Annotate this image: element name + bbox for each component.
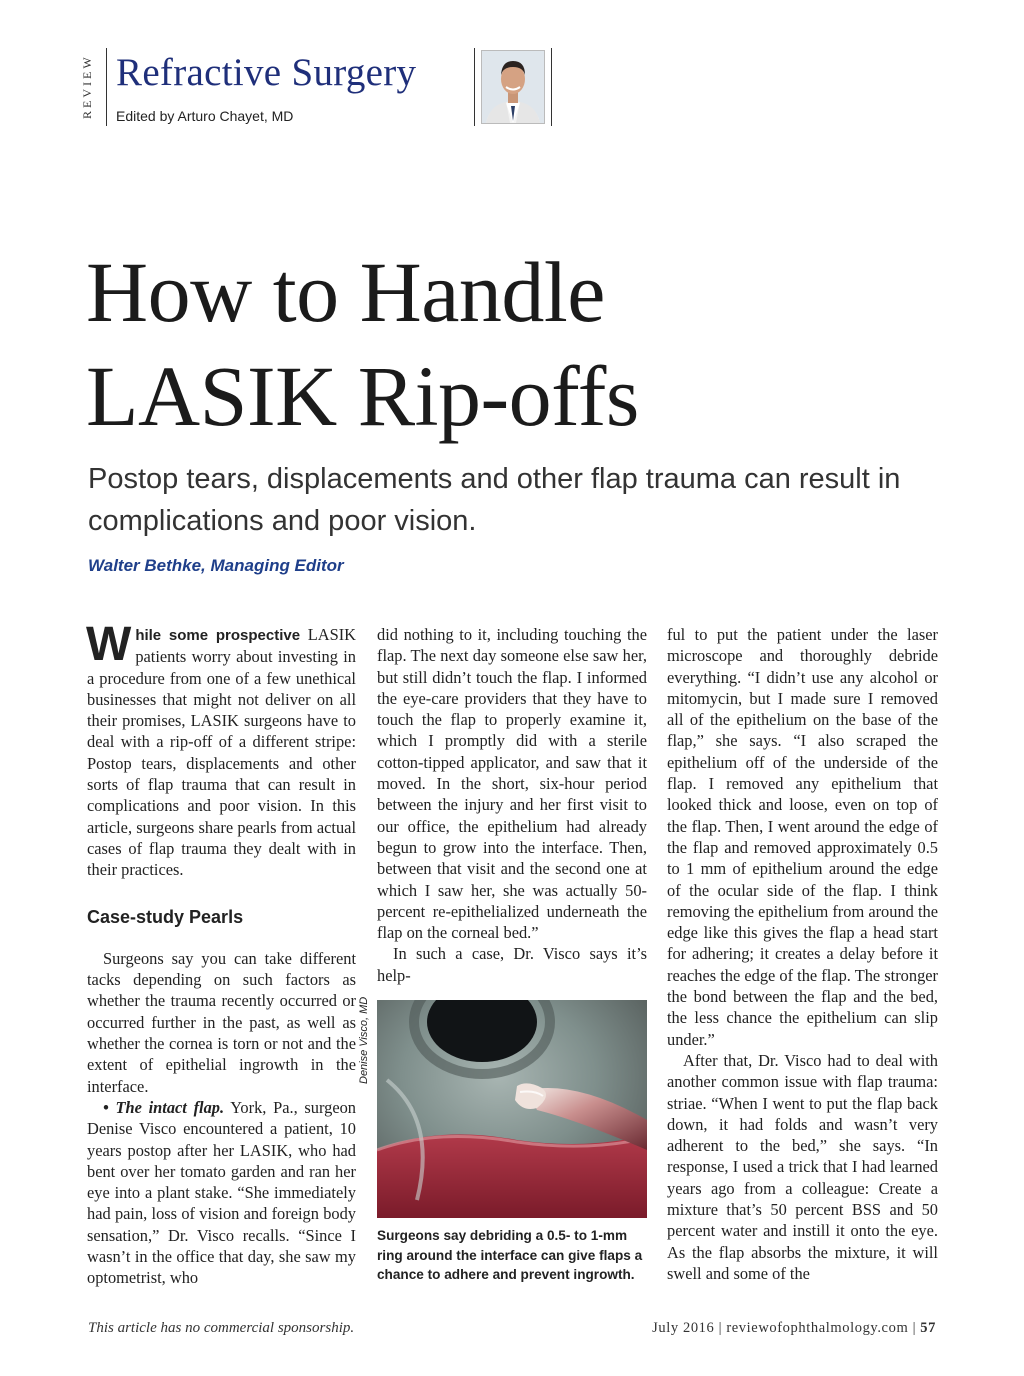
figure-photo bbox=[377, 1000, 647, 1218]
header-divider-right bbox=[551, 48, 552, 126]
article-title-line-1: How to Handle bbox=[86, 244, 605, 340]
section-title: Refractive Surgery bbox=[116, 51, 417, 94]
intact-flap-text: York, Pa., surgeon Denise Visco encountered a patient, 10 years postop after her LASIK, who had bent over her tomato garden and ran her eye into a plant stake. “She immediately had pain, loss of vision and foreign body sensation,” Dr. Visco recalls. “Since I wasn’t in the office that day, she saw my optometrist, who bbox=[87, 1097, 357, 1288]
bullet-heading: • The intact flap. bbox=[103, 1097, 225, 1117]
website-link[interactable]: reviewofophthalmology.com bbox=[726, 1320, 909, 1336]
editor-credit: Edited by Arturo Chayet, MD bbox=[116, 108, 294, 124]
article-deck: Postop tears, displacements and other flap trauma can result in complications and poor vision. bbox=[88, 463, 901, 537]
intro-text: LASIK patients worry about investing in a procedure from one of a few unethical businesses that might not deliver on all their promises, LASIK surgeons have to deal with a rip-off of a different stripe: Postop tears, displacements and other sorts of flap trauma that can result in complications and poor vision. In this article, surgeons share pearls from actual cases of flap trauma they dealt with in their practices. bbox=[87, 625, 357, 880]
paragraph-intact-flap bbox=[87, 1097, 356, 1289]
sponsorship-disclosure: This article has no commercial sponsorship. bbox=[88, 1320, 355, 1336]
review-label: REVIEW bbox=[80, 54, 94, 120]
paragraph-factors: Surgeons say you can take different tacks depending on such factors as whether the trauma recently occurred or occurred further in the past, as well as whether the cornea is torn or not and the extent of epithelial ingrowth in the interface. bbox=[87, 948, 356, 1096]
page-footer bbox=[610, 1320, 936, 1337]
column-1 bbox=[86, 618, 357, 1289]
paragraph-intro bbox=[86, 618, 357, 881]
editor-headshot bbox=[481, 50, 545, 124]
column-2 bbox=[377, 624, 647, 986]
lead-in: hile some prospective bbox=[135, 627, 301, 644]
header-divider-left bbox=[106, 48, 107, 126]
paragraph-striae: After that, Dr. Visco had to deal with another common issue with flap trauma: striae. “When I went to put the flap back down, it had folds and wasn’t very adherent to the bed,” she says. “In response, I used a trick that I had learned years ago from a colleague: Create a mixture that’s 50 percent BSS and 50 percent water and instill it onto the eye. As the flap absorbs the mixture, it will swell and some of the bbox=[667, 1050, 938, 1283]
footer-divider: | bbox=[718, 1320, 727, 1336]
page-number: 57 bbox=[920, 1320, 936, 1336]
footer-divider: | bbox=[912, 1320, 921, 1336]
photo-credit: Denise Visco, MD bbox=[358, 996, 370, 1084]
paragraph-visco: In such a case, Dr. Visco says it’s help- bbox=[377, 944, 647, 985]
figure-caption: Surgeons say debriding a 0.5- to 1-mm ring around the interface can give flaps a chance to adhere and prevent ingrowth. bbox=[377, 1228, 643, 1282]
subhead-case-study: Case-study Pearls bbox=[87, 906, 244, 927]
article-title-line-2: LASIK Rip-offs bbox=[86, 348, 639, 444]
byline: Walter Bethke, Managing Editor bbox=[88, 556, 344, 575]
article-title bbox=[86, 240, 966, 448]
paragraph-continued: did nothing to it, including touching the flap. The next day someone else saw her, but still didn’t touch the flap. I informed the eye-care providers that they have to touch the flap to properly examine it, which I promptly did with a sterile cotton-tipped applicator, and saw that it moved. In the short, six-hour period between the injury and her first visit to our office, the epithelium had already begun to grow into the interface. Then, between that visit and the second one at which I saw her, she was actually 50-percent re-epithelialized underneath the flap on the corneal bed.” bbox=[377, 625, 647, 943]
paragraph-debride: ful to put the patient under the laser microscope and thoroughly debride everything. “I didn’t use any alcohol or mitomycin, but I made sure I removed all of the epithelium on the base of the flap,” she says. “I also scraped the epithelium off of the underside of the flap. I removed any epithelium that looked thick and loose, even on top of the flap. Then, I went around the edge of the flap and removed approximately 0.5 to 1 mm of epithelium around the edge of the ocular side of the flap. I think removing the epithelium from around the edge like this gives the flap a head start for adhering; it creates a delay before it reaches the edge of the flap. The stronger the bond between the flap and the bed, the less chance the epithelium can slip under.” bbox=[667, 625, 938, 1049]
column-3 bbox=[667, 624, 938, 1284]
drop-cap: W bbox=[86, 618, 132, 671]
issue-date: July 2016 bbox=[652, 1320, 715, 1336]
header-divider-mid bbox=[474, 48, 475, 126]
